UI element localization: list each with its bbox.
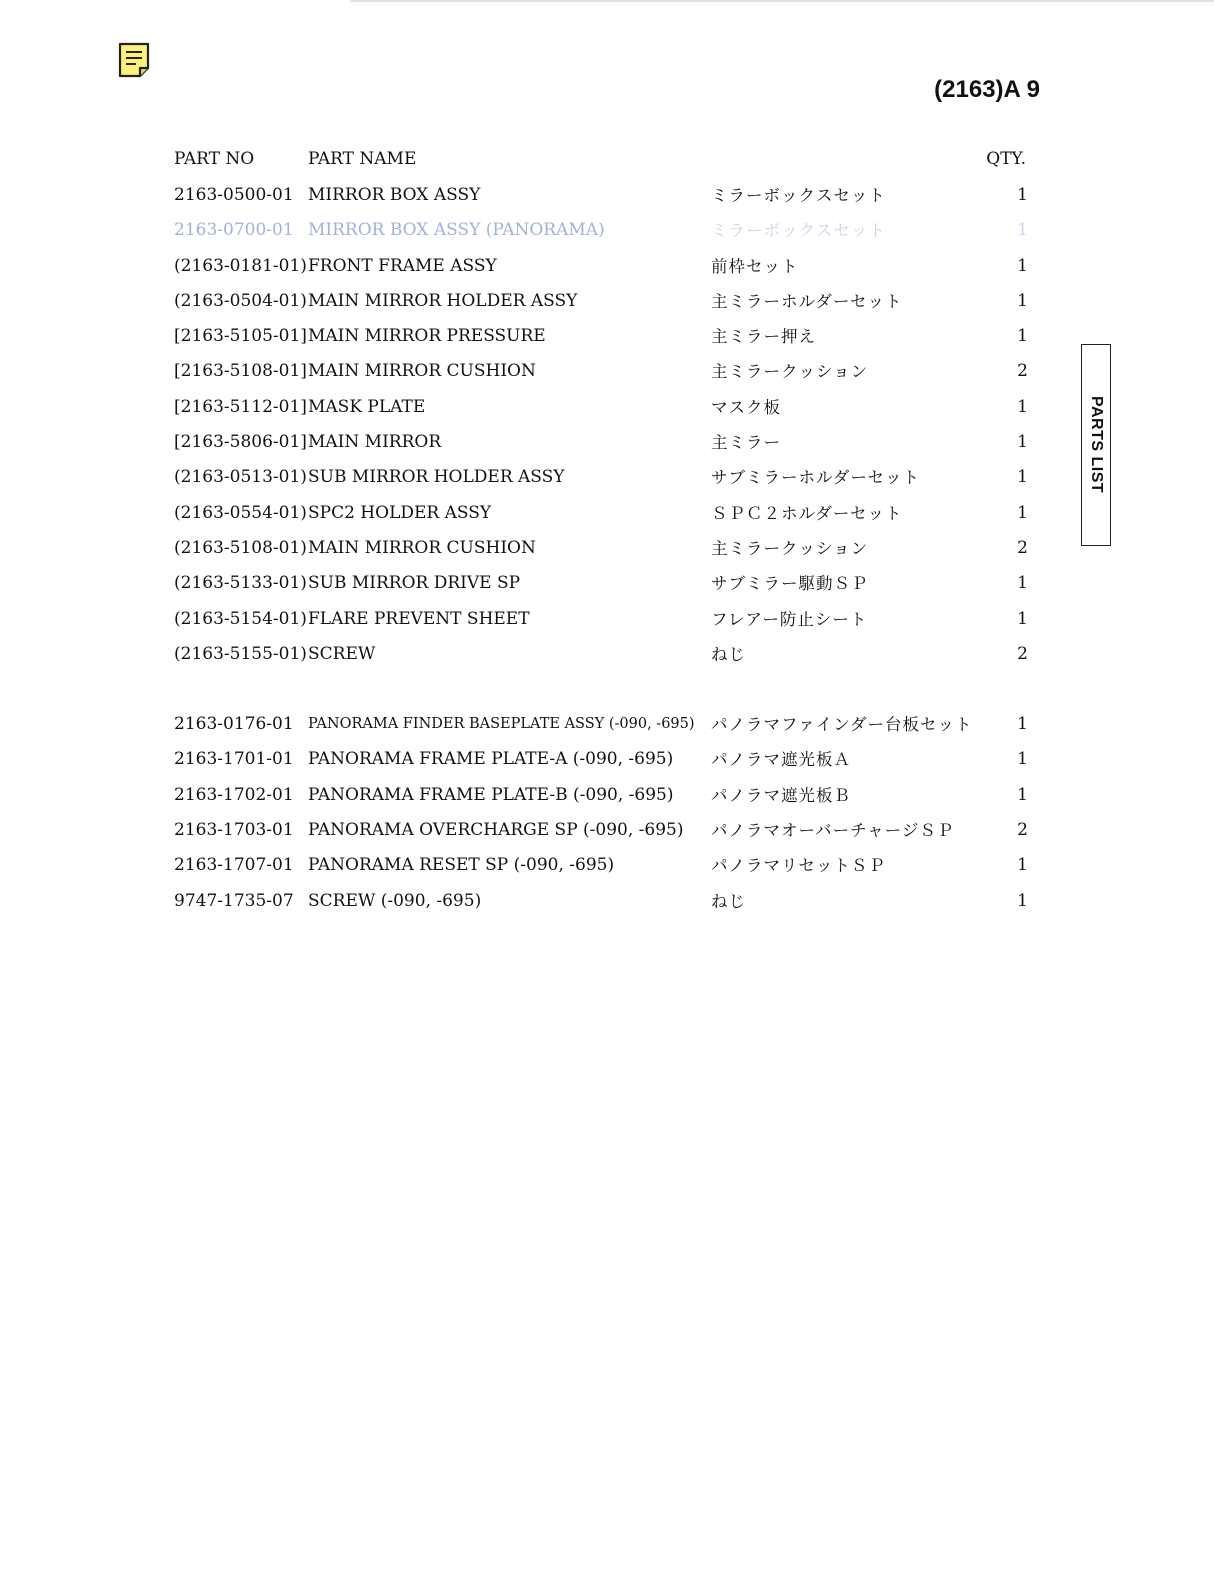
table-row bbox=[174, 213, 1040, 248]
part-no-cell: (2163-5154-01) bbox=[174, 608, 307, 629]
part-name-cell: MASK PLATE bbox=[308, 396, 426, 417]
part-name-cell: PANORAMA FINDER BASEPLATE ASSY (-090, -695) bbox=[308, 716, 695, 733]
table-header bbox=[174, 142, 1040, 178]
japanese-name-cell: ねじ bbox=[711, 891, 746, 911]
part-no-cell: [2163-5806-01] bbox=[174, 432, 307, 453]
part-name-cell: SCREW (-090, -695) bbox=[308, 890, 482, 911]
table-row bbox=[174, 566, 1040, 601]
part-no-cell: (2163-0513-01) bbox=[174, 467, 307, 488]
table-row bbox=[174, 319, 1040, 354]
qty-cell: 2 bbox=[1017, 537, 1028, 558]
japanese-name-cell: サブミラーホルダーセット bbox=[711, 468, 921, 488]
part-name-cell: SUB MIRROR HOLDER ASSY bbox=[308, 467, 565, 488]
parts-list-tab bbox=[1081, 344, 1111, 546]
part-no-cell: (2163-5108-01) bbox=[174, 537, 307, 558]
parts-table bbox=[174, 142, 1040, 919]
japanese-name-cell: パノラマオーバーチャージＳＰ bbox=[711, 821, 955, 841]
japanese-name-cell: パノラマリセットＳＰ bbox=[711, 856, 886, 876]
part-no-cell: [2163-5108-01] bbox=[174, 361, 307, 382]
table-row bbox=[174, 531, 1040, 566]
table-row bbox=[174, 284, 1040, 319]
qty-cell: 1 bbox=[1017, 290, 1028, 311]
table-row bbox=[174, 354, 1040, 389]
part-no-cell: 2163-0700-01 bbox=[174, 220, 294, 241]
parts-group-panorama bbox=[174, 707, 1040, 919]
table-row bbox=[174, 390, 1040, 425]
part-no-cell: (2163-0554-01) bbox=[174, 502, 307, 523]
japanese-name-cell: 主ミラーホルダーセット bbox=[711, 291, 903, 311]
table-row bbox=[174, 602, 1040, 637]
part-no-cell: 2163-0176-01 bbox=[174, 714, 294, 735]
japanese-name-cell: 主ミラークッション bbox=[711, 538, 869, 558]
qty-cell: 1 bbox=[1017, 396, 1028, 417]
qty-cell: 1 bbox=[1017, 784, 1028, 805]
qty-cell: 1 bbox=[1017, 220, 1028, 241]
part-name-cell: MAIN MIRROR bbox=[308, 432, 442, 453]
part-name-cell: MAIN MIRROR HOLDER ASSY bbox=[308, 290, 578, 311]
part-no-cell: 2163-0500-01 bbox=[174, 185, 294, 205]
qty-cell: 1 bbox=[1017, 432, 1028, 453]
qty-cell: 1 bbox=[1017, 608, 1028, 629]
japanese-name-cell: ＳＰＣ２ホルダーセット bbox=[711, 503, 903, 523]
table-row bbox=[174, 249, 1040, 284]
part-name-cell: FRONT FRAME ASSY bbox=[308, 255, 497, 276]
qty-cell: 1 bbox=[1017, 467, 1028, 488]
japanese-name-cell: ねじ bbox=[711, 644, 746, 664]
part-no-cell: [2163-5105-01] bbox=[174, 326, 307, 347]
table-row bbox=[174, 707, 1040, 742]
part-name-cell: PANORAMA FRAME PLATE-B (-090, -695) bbox=[308, 784, 674, 805]
table-row bbox=[174, 813, 1040, 848]
qty-cell: 1 bbox=[1017, 185, 1028, 205]
header-qty: QTY. bbox=[986, 149, 1026, 169]
japanese-name-cell: マスク板 bbox=[711, 397, 781, 417]
japanese-name-cell: パノラマ遮光板Ｂ bbox=[711, 785, 851, 805]
part-name-cell: MAIN MIRROR CUSHION bbox=[308, 537, 536, 558]
table-row bbox=[174, 742, 1040, 777]
part-name-cell: SCREW bbox=[308, 643, 376, 664]
top-rule bbox=[350, 0, 1214, 2]
table-row bbox=[174, 637, 1040, 672]
part-no-cell: (2163-5133-01) bbox=[174, 573, 307, 594]
japanese-name-cell: フレアー防止シート bbox=[711, 609, 868, 629]
qty-cell: 2 bbox=[1017, 820, 1028, 841]
part-name-cell: PANORAMA OVERCHARGE SP (-090, -695) bbox=[308, 820, 684, 841]
part-name-cell: SPC2 HOLDER ASSY bbox=[308, 502, 492, 523]
table-row bbox=[174, 848, 1040, 883]
qty-cell: 2 bbox=[1017, 361, 1028, 382]
qty-cell: 1 bbox=[1017, 890, 1028, 911]
part-no-cell: 9747-1735-07 bbox=[174, 890, 294, 911]
part-no-cell: 2163-1702-01 bbox=[174, 784, 294, 805]
japanese-name-cell: 主ミラー押え bbox=[711, 327, 816, 347]
table-row bbox=[174, 496, 1040, 531]
japanese-name-cell: ミラーボックスセット bbox=[711, 221, 886, 241]
japanese-name-cell: 主ミラー bbox=[711, 433, 781, 453]
header-part-no: PART NO bbox=[174, 149, 255, 169]
table-row bbox=[174, 425, 1040, 460]
part-name-cell: SUB MIRROR DRIVE SP bbox=[308, 573, 521, 594]
japanese-name-cell: サブミラー駆動ＳＰ bbox=[711, 574, 869, 594]
part-no-cell: (2163-0181-01) bbox=[174, 255, 307, 276]
part-no-cell: 2163-1701-01 bbox=[174, 749, 294, 770]
table-row bbox=[174, 460, 1040, 495]
part-name-cell: MIRROR BOX ASSY (PANORAMA) bbox=[308, 220, 605, 241]
japanese-name-cell: ミラーボックスセット bbox=[711, 186, 886, 205]
part-name-cell: MIRROR BOX ASSY bbox=[308, 185, 481, 205]
part-name-cell: PANORAMA RESET SP (-090, -695) bbox=[308, 855, 615, 876]
qty-cell: 1 bbox=[1017, 502, 1028, 523]
qty-cell: 1 bbox=[1017, 714, 1028, 735]
japanese-name-cell: 前枠セット bbox=[711, 256, 799, 276]
part-no-cell: (2163-5155-01) bbox=[174, 643, 307, 664]
header-part-name: PART NAME bbox=[308, 149, 417, 169]
japanese-name-cell: 主ミラークッション bbox=[711, 362, 869, 382]
table-row bbox=[174, 178, 1040, 213]
part-name-cell: MAIN MIRROR PRESSURE bbox=[308, 326, 546, 347]
qty-cell: 1 bbox=[1017, 255, 1028, 276]
japanese-name-cell: パノラマファインダー台板セット bbox=[711, 715, 973, 735]
table-row bbox=[174, 884, 1040, 919]
parts-group-mirror-box bbox=[174, 178, 1040, 672]
qty-cell: 1 bbox=[1017, 855, 1028, 876]
part-no-cell: [2163-5112-01] bbox=[174, 396, 307, 417]
qty-cell: 2 bbox=[1017, 643, 1028, 664]
part-no-cell: 2163-1707-01 bbox=[174, 855, 294, 876]
japanese-name-cell: パノラマ遮光板Ａ bbox=[711, 750, 851, 770]
part-no-cell: (2163-0504-01) bbox=[174, 290, 307, 311]
qty-cell: 1 bbox=[1017, 326, 1028, 347]
qty-cell: 1 bbox=[1017, 573, 1028, 594]
parts-list-label: PARTS LIST bbox=[1088, 396, 1105, 494]
qty-cell: 1 bbox=[1017, 749, 1028, 770]
part-no-cell: 2163-1703-01 bbox=[174, 820, 294, 841]
page-code: (2163)A 9 bbox=[934, 76, 1040, 103]
part-name-cell: PANORAMA FRAME PLATE-A (-090, -695) bbox=[308, 749, 674, 770]
table-row bbox=[174, 778, 1040, 813]
part-name-cell: MAIN MIRROR CUSHION bbox=[308, 361, 536, 382]
note-icon[interactable] bbox=[118, 42, 152, 78]
group-spacer bbox=[174, 672, 1040, 707]
part-name-cell: FLARE PREVENT SHEET bbox=[308, 608, 530, 629]
